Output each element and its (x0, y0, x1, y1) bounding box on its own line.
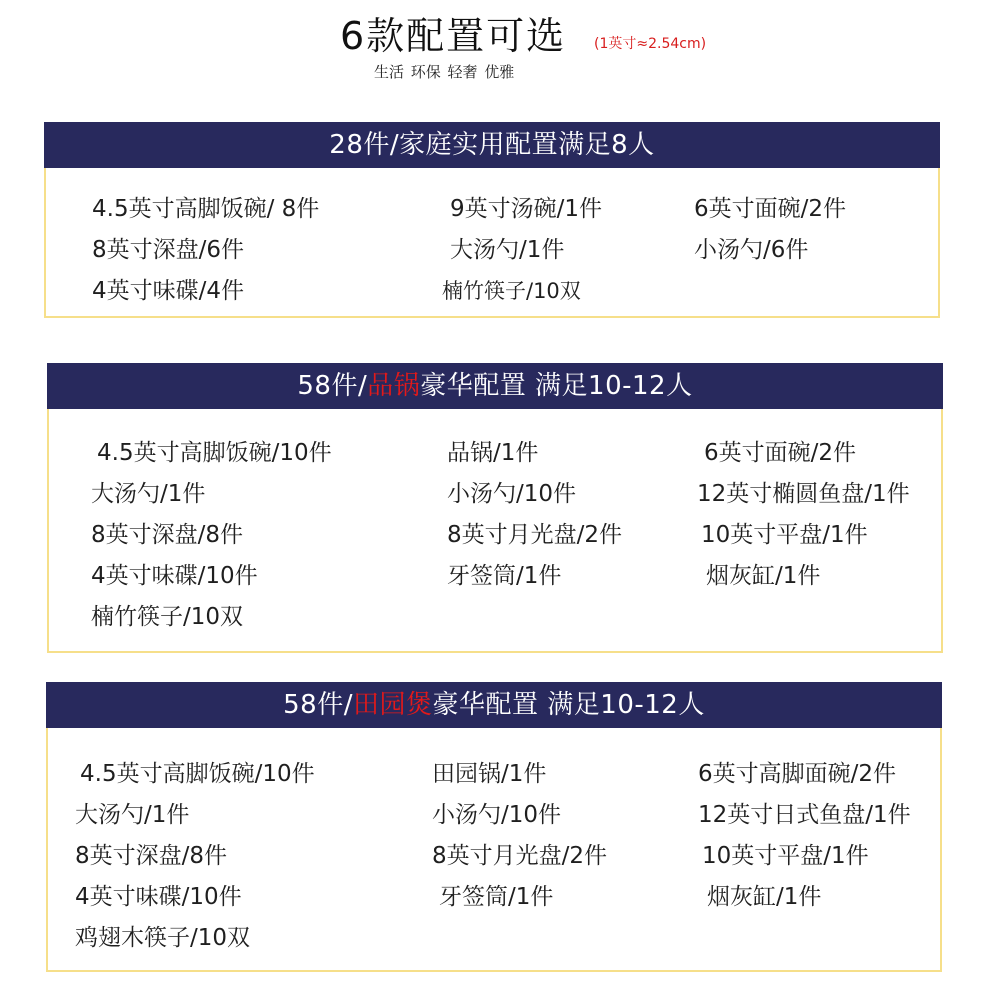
list-item: 8英寸深盘/8件 (91, 522, 244, 548)
section-heading-text-suffix: 豪华配置 满足10-12人 (432, 690, 705, 720)
page-subtitle: 生活 环保 轻奢 优雅 (374, 63, 515, 81)
list-item: 12英寸椭圆鱼盘/1件 (697, 481, 910, 507)
list-item: 6英寸面碗/2件 (704, 440, 857, 466)
list-item: 9英寸汤碗/1件 (450, 196, 603, 222)
list-item: 4英寸味碟/4件 (92, 278, 245, 304)
list-item: 8英寸月光盘/2件 (447, 522, 623, 548)
config-section-58-pinguo (47, 363, 943, 653)
unit-note: (1英寸≈2.54cm) (594, 36, 707, 52)
list-item: 小汤勺/10件 (432, 802, 562, 828)
list-item: 鸡翅木筷子/10双 (75, 925, 251, 951)
section-heading-highlight: 田园煲 (353, 690, 433, 720)
section-heading (46, 682, 942, 728)
list-item: 品锅/1件 (447, 440, 539, 466)
list-item: 大汤勺/1件 (91, 481, 206, 507)
list-item: 8英寸深盘/8件 (75, 843, 228, 869)
page-title: 6款配置可选 (340, 14, 567, 58)
list-item: 烟灰缸/1件 (706, 563, 821, 589)
list-item: 8英寸月光盘/2件 (432, 843, 608, 869)
list-item: 4英寸味碟/10件 (75, 884, 242, 910)
list-item: 10英寸平盘/1件 (702, 843, 869, 869)
section-heading (44, 122, 940, 168)
section-heading (47, 363, 943, 409)
config-section-58-tianyuanbao (46, 682, 942, 972)
section-heading-highlight: 品锅 (367, 371, 421, 401)
section-heading-text: 58件/ (297, 371, 368, 401)
list-item: 4.5英寸高脚饭碗/10件 (97, 440, 332, 466)
list-item: 10英寸平盘/1件 (701, 522, 868, 548)
list-item: 4.5英寸高脚饭碗/10件 (80, 761, 315, 787)
list-item: 楠竹筷子/10双 (442, 279, 581, 303)
list-item: 大汤勺/1件 (75, 802, 190, 828)
list-item: 田园锅/1件 (432, 761, 547, 787)
list-item: 烟灰缸/1件 (707, 884, 822, 910)
list-item: 大汤勺/1件 (450, 237, 565, 263)
page-header (0, 12, 990, 92)
section-heading-text: 28件/家庭实用配置满足8人 (329, 130, 655, 160)
list-item: 12英寸日式鱼盘/1件 (698, 802, 911, 828)
list-item: 牙签筒/1件 (439, 884, 554, 910)
list-item: 6英寸面碗/2件 (694, 196, 847, 222)
list-item: 小汤勺/6件 (694, 237, 809, 263)
list-item: 小汤勺/10件 (447, 481, 577, 507)
list-item: 6英寸高脚面碗/2件 (698, 761, 897, 787)
list-item: 4英寸味碟/10件 (91, 563, 258, 589)
list-item: 4.5英寸高脚饭碗/ 8件 (92, 196, 320, 222)
section-heading-text-suffix: 豪华配置 满足10-12人 (420, 371, 693, 401)
list-item: 楠竹筷子/10双 (91, 604, 244, 630)
list-item: 牙签筒/1件 (447, 563, 562, 589)
list-item: 8英寸深盘/6件 (92, 237, 245, 263)
config-section-28 (44, 122, 940, 318)
section-heading-text: 58件/ (283, 690, 353, 720)
